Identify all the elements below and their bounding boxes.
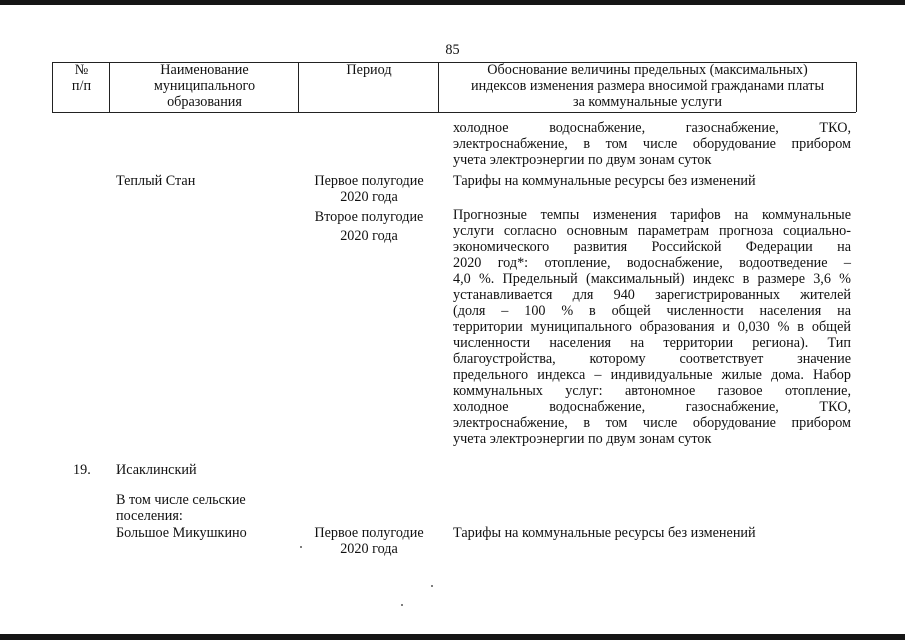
text-line: холодное водоснабжение, газоснабжение, ТКО, [453,120,851,136]
page-number: 85 [445,42,460,58]
scan-speck [431,585,433,587]
text-line: благоустройства, которому соответствует значение [453,351,851,367]
text-line: 2020 год*: отопление, водоснабжение, водоотведение – [453,255,851,271]
text-line: учета электроэнергии по двум зонам суток [453,152,712,168]
text-line: 4,0 %. Предельный (максимальный) индекс в размере 3,6 % [453,271,851,287]
scan-speck [300,546,302,548]
text-line: Прогнозные темпы изменения тарифов на коммунальные [453,207,851,223]
settlement-name-bolshoe-mikushkino: Большое Микушкино [116,525,247,541]
period-line: Первое полугодие [314,173,424,189]
header-justification-line: индексов изменения размера вносимой гражданами платы [470,78,824,94]
header-period-text: Период [346,62,392,78]
period-line: Второе полугодие [314,209,424,225]
forecast-justification-block [453,207,851,447]
rural-settlements-label [116,492,296,524]
text-line: (доля – 100 % в общей численности населения на [453,303,851,319]
text-line: электроснабжение, в том числе оборудование прибором [453,415,851,431]
text-line: устанавливается для 940 зарегистрированных жителей [453,287,851,303]
text-line: электроснабжение, в том числе оборудование прибором [453,136,851,152]
municipality-name-isaklinsky: Исаклинский [116,462,197,478]
header-name-line: Наименование [160,62,249,78]
text-line: услуги согласно основным параметрам прогноза социально- [453,223,851,239]
bottom-border [0,634,905,640]
tariff-no-change-text: Тарифы на коммунальные ресурсы без изменений [453,173,756,189]
period-line: 2020 года [340,189,398,205]
top-border [0,0,905,5]
header-number-cell [52,62,110,112]
header-justification-line: за коммунальные услуги [572,94,722,110]
period-second-half [300,208,438,246]
header-bottom-rule [52,112,856,113]
text-line: коммунальных услуг: автономное газовое отопление, [453,383,851,399]
header-period-cell [298,62,439,112]
period-first-half-bolshoe [300,525,438,557]
continuation-block [453,120,851,168]
scan-speck [401,604,403,606]
header-justification-cell [438,62,857,112]
row-number: 19. [73,462,91,478]
header-justification-line: Обоснование величины предельных (максимальных) [487,62,808,78]
header-number-line: п/п [71,78,92,94]
period-line: 2020 года [340,541,398,557]
header-number-line: № [74,62,89,78]
header-name-cell [109,62,299,112]
label-line: поселения: [116,508,183,524]
text-line: территории муниципального образования и 0,030 % в общей [453,319,851,335]
text-line: учета электроэнергии по двум зонам суток [453,431,712,447]
period-line: Первое полугодие [314,525,424,541]
tariff-no-change-text-bolshoe: Тарифы на коммунальные ресурсы без изменений [453,525,756,541]
label-line: В том числе сельские [116,492,246,508]
text-line: экономического развития Российской Федерации на [453,239,851,255]
text-line: холодное водоснабжение, газоснабжение, ТКО, [453,399,851,415]
period-line: 2020 года [340,228,398,244]
text-line: предельного индекса – индивидуальные жилые дома. Набор [453,367,851,383]
text-line: численности населения на территории региона). Тип [453,335,851,351]
header-name-line: муниципального [153,78,256,94]
header-name-line: образования [167,94,242,110]
municipality-name-teply-stan: Теплый Стан [116,173,196,189]
period-first-half [300,173,438,205]
